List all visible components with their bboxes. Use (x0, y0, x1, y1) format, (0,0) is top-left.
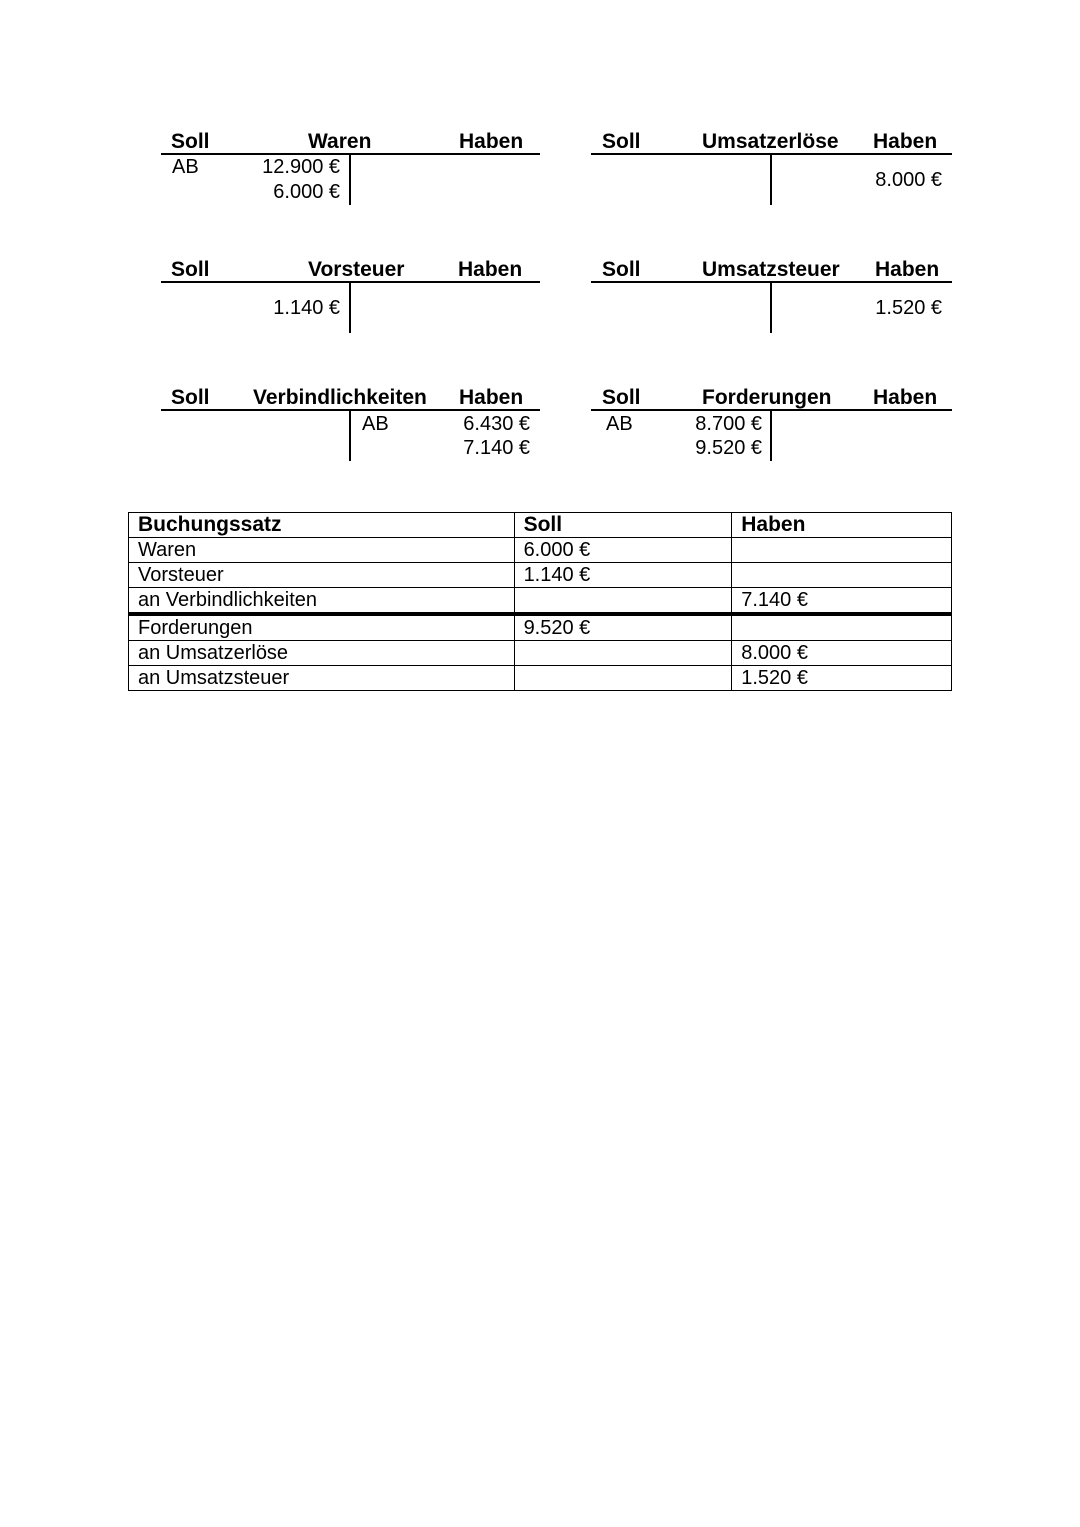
soll-label: Soll (602, 130, 641, 153)
t-account-divider (349, 154, 351, 205)
account-title: Verbindlichkeiten (253, 386, 427, 409)
soll-label: Soll (602, 386, 641, 409)
entry-amount: 7.140 € (463, 437, 530, 459)
t-account-divider (349, 410, 351, 461)
soll-label: Soll (602, 258, 641, 281)
account-cell: an Verbindlichkeiten (129, 588, 515, 615)
haben-label: Haben (458, 258, 523, 281)
column-header-soll: Soll (514, 513, 732, 538)
entry-label: AB (606, 413, 633, 435)
haben-label: Haben (873, 130, 938, 153)
haben-label: Haben (459, 130, 524, 153)
soll-cell: 6.000 € (514, 538, 732, 563)
account-title: Umsatzsteuer (702, 258, 840, 281)
t-account-divider (770, 154, 772, 205)
soll-label: Soll (171, 130, 210, 153)
haben-cell: 1.520 € (732, 666, 952, 691)
haben-cell: 7.140 € (732, 588, 952, 615)
soll-label: Soll (171, 258, 210, 281)
t-account-divider (770, 282, 772, 333)
haben-label: Haben (459, 386, 524, 409)
haben-cell: 8.000 € (732, 641, 952, 666)
haben-cell (732, 614, 952, 641)
entry-amount: 6.430 € (463, 413, 530, 435)
soll-label: Soll (171, 386, 210, 409)
account-cell: an Umsatzerlöse (129, 641, 515, 666)
soll-cell: 1.140 € (514, 563, 732, 588)
account-cell: an Umsatzsteuer (129, 666, 515, 691)
entry-amount: 9.520 € (695, 437, 762, 459)
entry-amount: 6.000 € (273, 181, 340, 203)
table-row (129, 538, 952, 563)
entry-amount: 8.700 € (695, 413, 762, 435)
table-row (129, 641, 952, 666)
haben-cell (732, 563, 952, 588)
soll-cell (514, 666, 732, 691)
account-cell: Vorsteuer (129, 563, 515, 588)
account-cell: Waren (129, 538, 515, 563)
haben-label: Haben (875, 258, 940, 281)
entry-amount: 1.140 € (273, 297, 340, 319)
table-row (129, 666, 952, 691)
haben-label: Haben (873, 386, 938, 409)
table-row (129, 563, 952, 588)
haben-cell (732, 538, 952, 563)
soll-cell: 9.520 € (514, 614, 732, 641)
t-account-divider (349, 282, 351, 333)
soll-cell (514, 588, 732, 615)
table-row (129, 588, 952, 615)
table-header-row (129, 513, 952, 538)
soll-cell (514, 641, 732, 666)
account-title: Waren (308, 130, 372, 153)
account-title: Umsatzerlöse (702, 130, 839, 153)
table-row (129, 614, 952, 641)
account-title: Forderungen (702, 386, 832, 409)
account-cell: Forderungen (129, 614, 515, 641)
column-header-haben: Haben (732, 513, 952, 538)
entry-amount: 8.000 € (875, 169, 942, 191)
column-header-buchungssatz: Buchungssatz (129, 513, 515, 538)
entry-amount: 1.520 € (875, 297, 942, 319)
booking-table (128, 512, 952, 691)
account-title: Vorsteuer (308, 258, 405, 281)
entry-amount: 12.900 € (262, 156, 340, 178)
entry-label: AB (362, 413, 389, 435)
t-account-divider (770, 410, 772, 461)
entry-label: AB (172, 156, 199, 178)
